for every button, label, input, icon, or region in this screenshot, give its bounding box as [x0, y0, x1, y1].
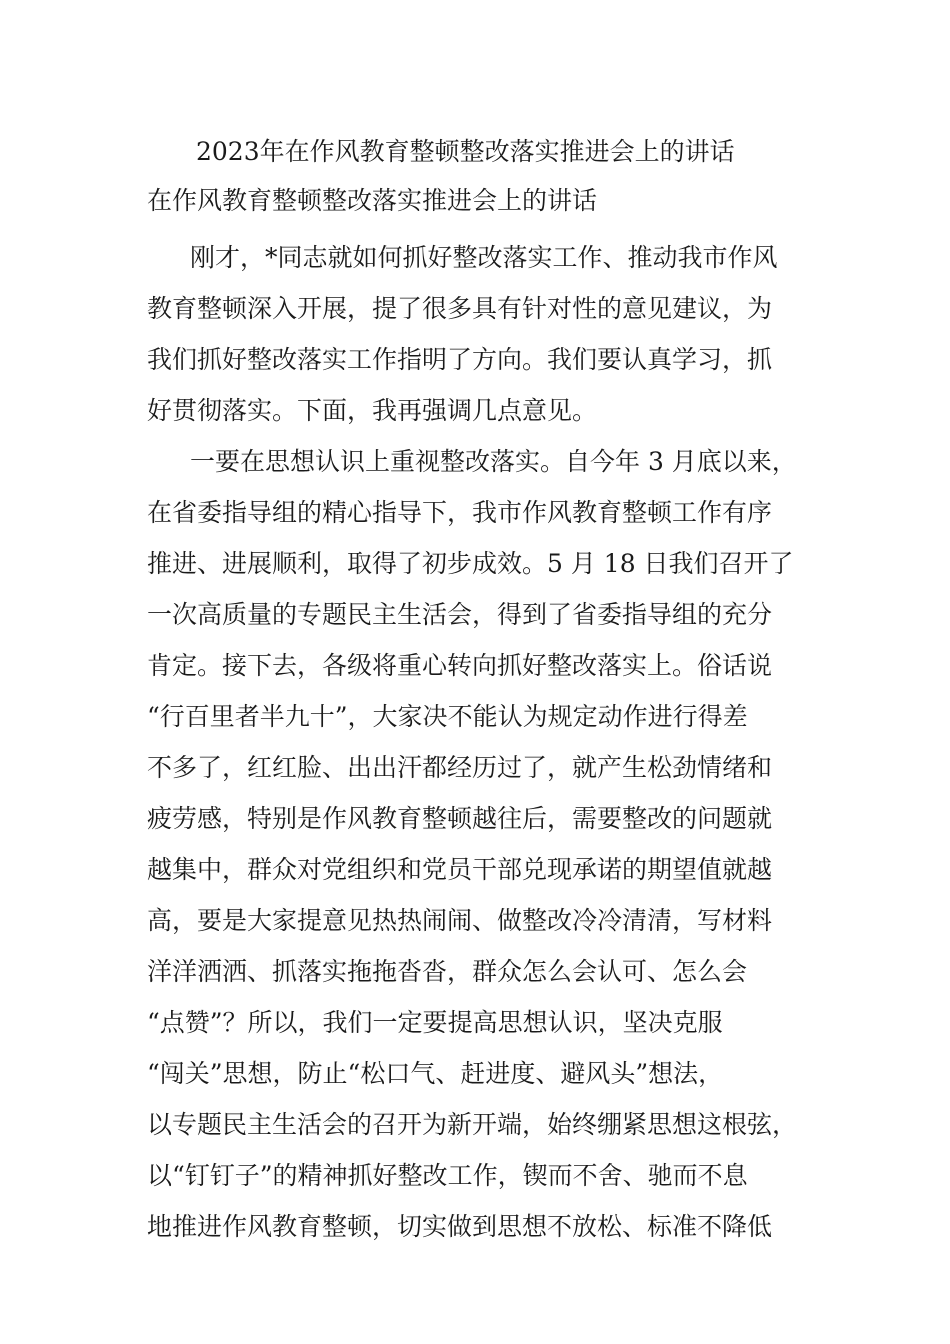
paragraph-line: 好贯彻落实。下面，我再强调几点意见。 [147, 396, 598, 425]
paragraph-line: 洋洋洒洒、抓落实拖拖沓沓，群众怎么会认可、怎么会 [147, 957, 748, 986]
paragraph-line: 在省委指导组的精心指导下，我市作风教育整顿工作有序 [147, 498, 773, 527]
paragraph-line: 越集中，群众对党组织和党员干部兑现承诺的期望值就越 [147, 855, 773, 884]
document-title: 2023年在作风教育整顿整改落实推进会上的讲话 [196, 137, 735, 166]
paragraph-line: 以“钉钉子”的精神抓好整改工作，锲而不舍、驰而不息 [147, 1161, 748, 1190]
paragraph-line: 以专题民主生活会的召开为新开端，始终绷紧思想这根弦， [147, 1110, 798, 1139]
paragraph-point-one [147, 436, 807, 1252]
paragraph-line: 肯定。接下去，各级将重心转向抓好整改落实上。俗话说 [147, 651, 773, 680]
document-body [147, 232, 807, 1252]
paragraph-line: 一次高质量的专题民主生活会，得到了省委指导组的充分 [147, 600, 773, 629]
paragraph-line: 推进、进展顺利，取得了初步成效。5 月 18 日我们召开了 [147, 549, 794, 578]
paragraph-line: 刚才，*同志就如何抓好整改落实工作、推动我市作风 [190, 243, 778, 272]
paragraph-line: 不多了，红红脸、出出汗都经历过了，就产生松劲情绪和 [147, 753, 773, 782]
paragraph-line: 地推进作风教育整顿，切实做到思想不放松、标准不降低 [147, 1212, 773, 1241]
paragraph-line: 疲劳感，特别是作风教育整顿越往后，需要整改的问题就 [147, 804, 773, 833]
paragraph-line: “闯关”思想，防止“松口气、赶进度、避风头”想法， [147, 1059, 724, 1088]
paragraph-intro [147, 232, 807, 436]
document-subtitle: 在作风教育整顿整改落实推进会上的讲话 [147, 186, 598, 215]
paragraph-line: 高，要是大家提意见热热闹闹、做整改冷冷清清，写材料 [147, 906, 773, 935]
paragraph-line: 一要在思想认识上重视整改落实。自今年 3 月底以来， [190, 447, 797, 476]
paragraph-line: 我们抓好整改落实工作指明了方向。我们要认真学习，抓 [147, 345, 773, 374]
paragraph-line: 教育整顿深入开展，提了很多具有针对性的意见建议，为 [147, 294, 773, 323]
paragraph-line: “行百里者半九十”，大家决不能认为规定动作进行得差 [147, 702, 748, 731]
paragraph-line: “点赞”？所以，我们一定要提高思想认识，坚决克服 [147, 1008, 723, 1037]
